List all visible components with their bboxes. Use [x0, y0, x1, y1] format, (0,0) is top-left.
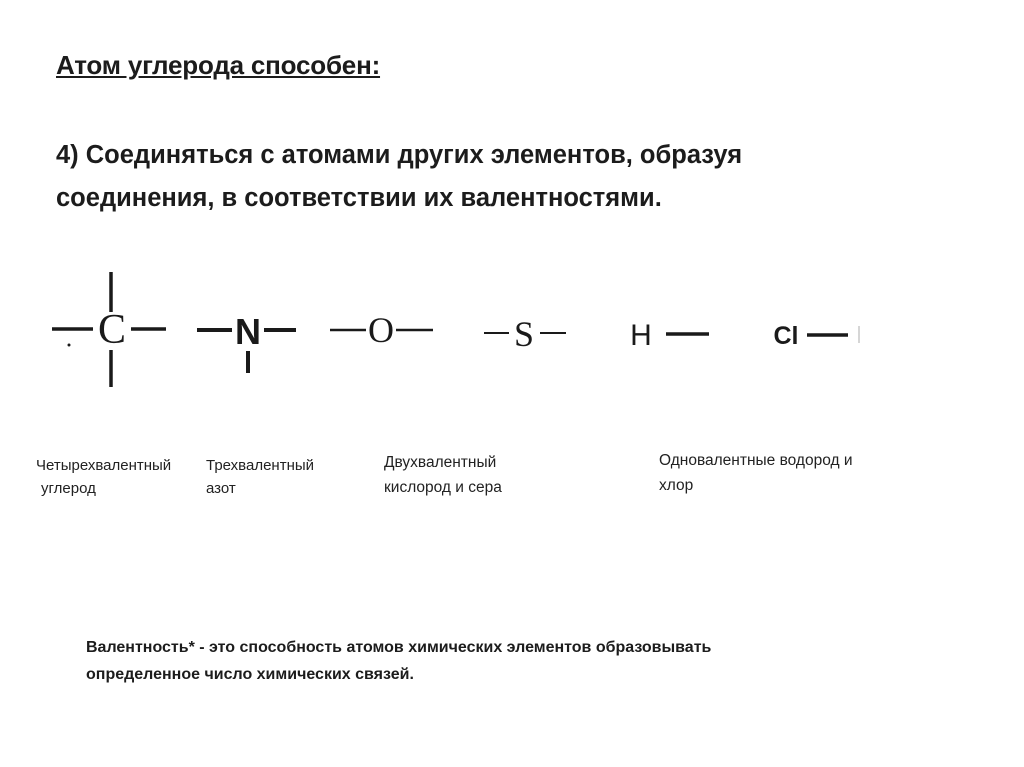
chlorine-formula — [774, 322, 860, 350]
nitrogen-symbol: N — [235, 311, 261, 352]
carbon-dot — [68, 344, 71, 347]
caption-hydrogen-chlorine-line-2: хлор — [659, 477, 694, 494]
slide-heading: Атом углерода способен: — [56, 50, 381, 80]
caption-oxygen-sulfur-line-2: кислород и сера — [384, 479, 502, 496]
oxygen-symbol: O — [368, 310, 394, 350]
point-line-2: соединения, в соответствии их валентностями. — [56, 184, 662, 212]
nitrogen-formula — [197, 311, 296, 373]
caption-carbon-line-1: Четырехвалентный — [36, 457, 172, 474]
valence-definition — [86, 634, 966, 688]
hydrogen-symbol: H — [630, 319, 652, 352]
sulfur-symbol: S — [513, 314, 535, 354]
caption-nitrogen — [206, 454, 314, 500]
hydrogen-formula — [630, 319, 709, 352]
caption-nitrogen-line-2: азот — [206, 480, 236, 497]
caption-nitrogen-line-1: Трехвалентный — [206, 457, 315, 474]
carbon-symbol: C — [97, 307, 127, 353]
sulfur-formula — [484, 314, 566, 354]
caption-oxygen-sulfur-line-1: Двухвалентный — [384, 454, 497, 471]
caption-hydrogen-chlorine — [659, 448, 853, 498]
caption-oxygen-sulfur — [384, 450, 502, 500]
carbon-formula — [52, 272, 166, 387]
caption-carbon-line-2: углерод — [41, 480, 96, 497]
caption-carbon — [36, 454, 171, 500]
caption-hydrogen-chlorine-line-1: Одновалентные водород и — [659, 452, 853, 469]
oxygen-formula — [330, 310, 433, 350]
definition-line-2: определенное число химических связей. — [86, 666, 414, 683]
point-line-1: 4) Соединяться с атомами других элементов, образуя — [56, 141, 743, 169]
definition-line-1: Валентность* - это способность атомов химических элементов образовывать — [86, 639, 712, 656]
chlorine-symbol: Cl — [773, 322, 799, 350]
